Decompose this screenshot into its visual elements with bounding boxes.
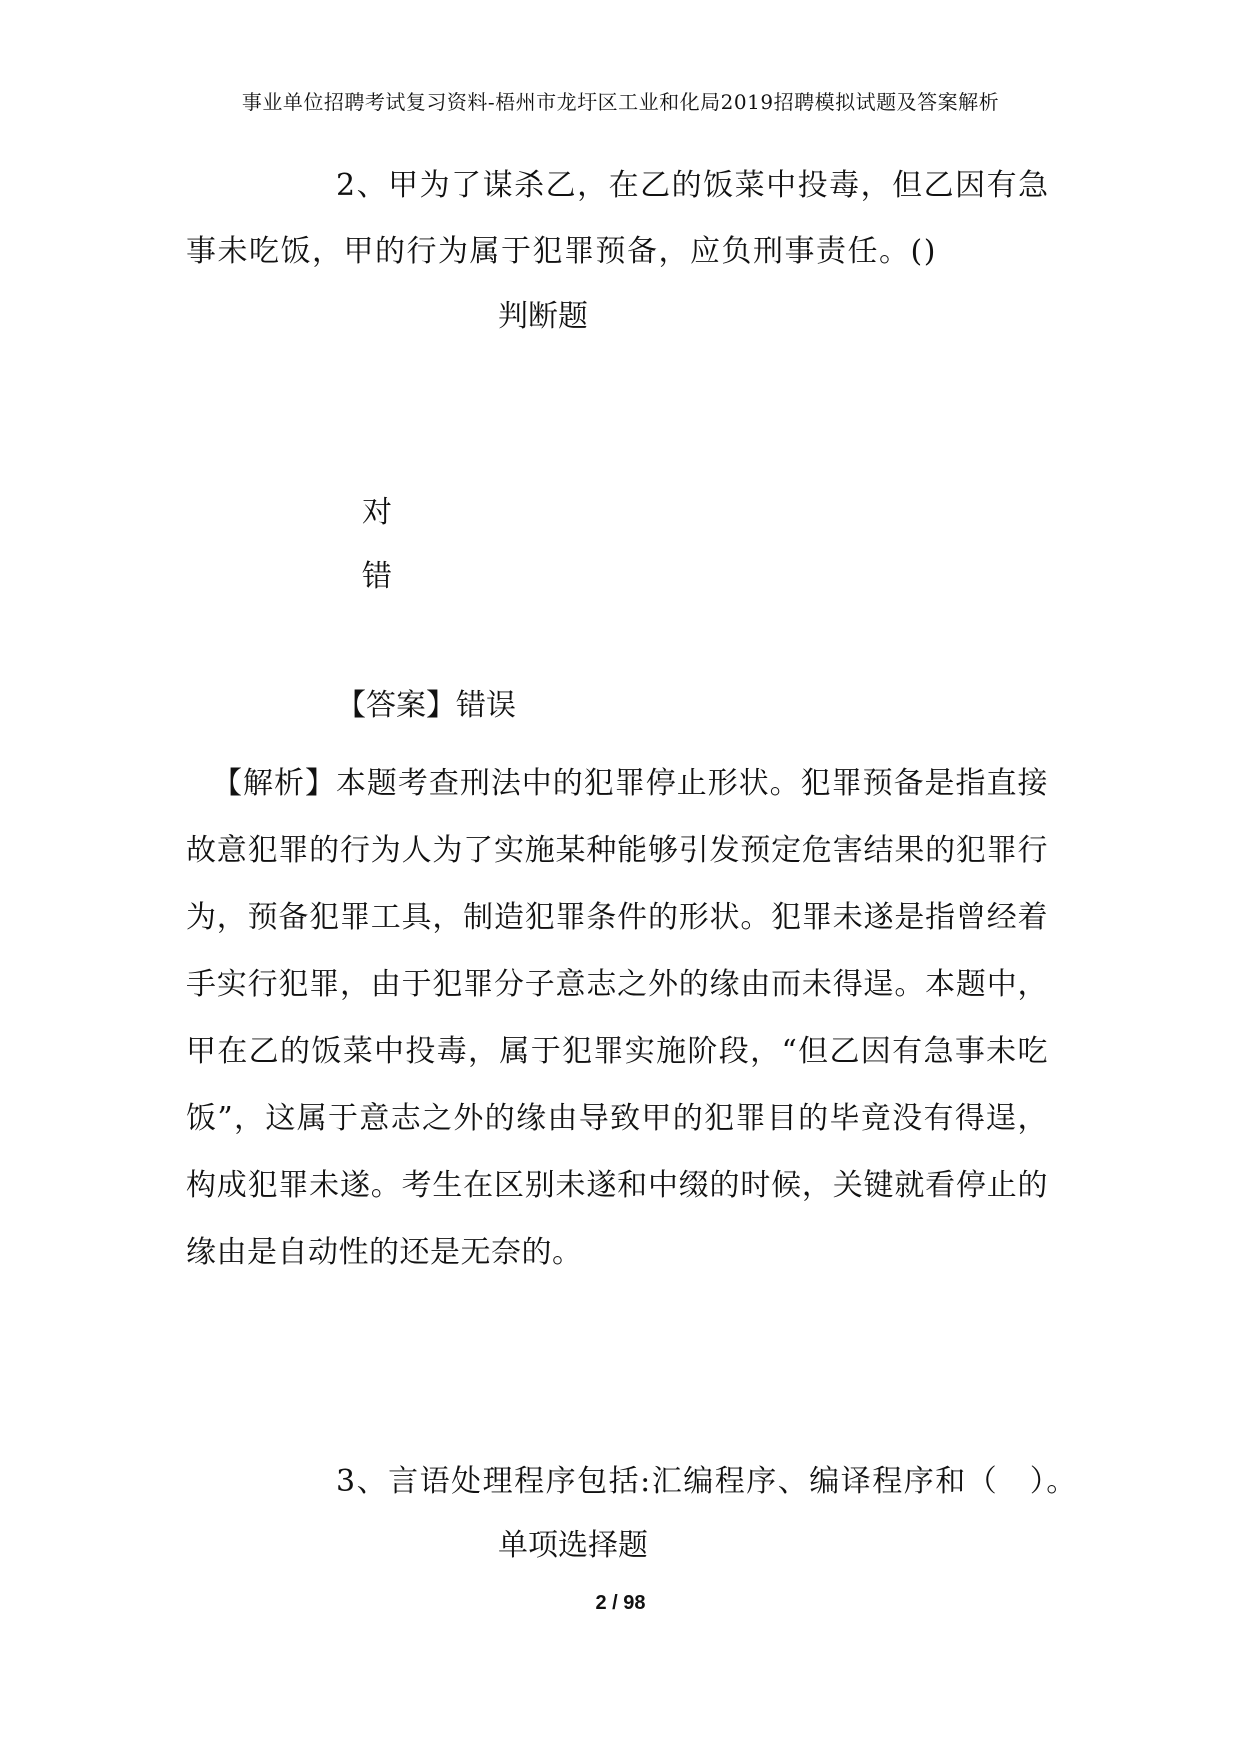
page-number: 2 / 98 xyxy=(595,1592,646,1614)
page-header-title: 事业单位招聘考试复习资料-梧州市龙圩区工业和化局2019招聘模拟试题及答案解析 xyxy=(241,90,1000,114)
analysis-paragraph: 【解析】本题考查刑法中的犯罪停止形状。犯罪预备是指直接故意犯罪的行为人为了实施某种能够引发预定危害结果的犯罪行为，预备犯罪工具，制造犯罪条件的形状。犯罪未遂是指曾经着手实行犯罪，由于犯罪分子意志之外的缘由而未得逞。本题中，甲在乙的饭菜中投毒，属于犯罪实施阶段，“但乙因有急事未吃饭”，这属于意志之外的缘由导致甲的犯罪目的毕竟没有得逞，构成犯罪未遂。考生在区别未遂和中缀的时候，关键就看停止的缘由是自动性的还是无奈的。 xyxy=(186,766,1048,1270)
question-3-type: 单项选择题 xyxy=(498,1528,648,1563)
question-2-text-line-2: 事未吃饭，甲的行为属于犯罪预备，应负刑事责任。() xyxy=(186,234,937,269)
answer-text: 【答案】错误 xyxy=(336,688,516,723)
question-3-text: 3、言语处理程序包括:汇编程序、编译程序和（ ）。 xyxy=(336,1464,1078,1499)
question-2-type: 判断题 xyxy=(498,299,588,334)
question-2-text-line-1: 2、甲为了谋杀乙，在乙的饭菜中投毒，但乙因有急 xyxy=(336,168,1050,203)
option-true: 对 xyxy=(362,495,392,530)
option-false: 错 xyxy=(362,559,392,594)
